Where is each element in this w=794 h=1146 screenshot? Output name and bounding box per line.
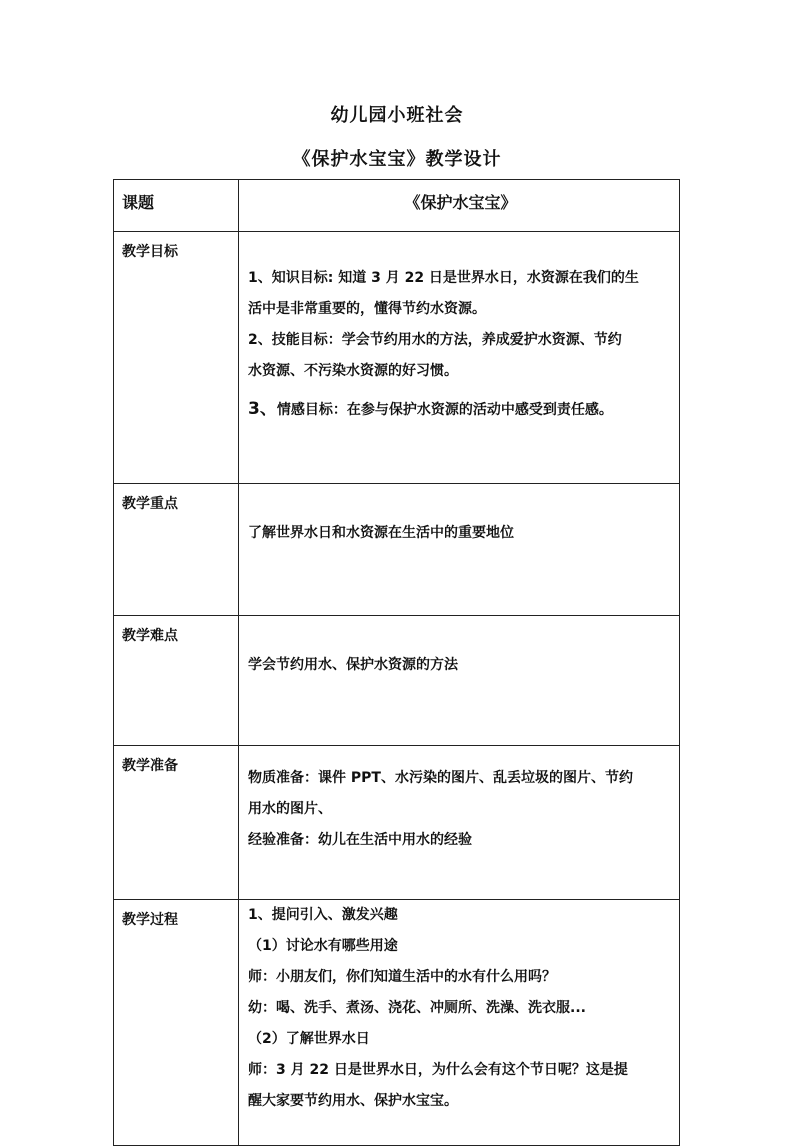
goal-text: 情感目标：在参与保护水资源的活动中感受到责任感。 — [276, 402, 613, 418]
process-line: （1）讨论水有哪些用途 — [248, 938, 398, 954]
difficulties-text: 学会节约用水、保护水资源的方法 — [248, 657, 458, 673]
process-line: 1、提问引入、激发兴趣 — [248, 907, 398, 923]
key-points-label: 教学重点 — [114, 484, 239, 616]
process-label: 教学过程 — [114, 900, 239, 1146]
table-row-process — [114, 900, 680, 1146]
difficulties-label: 教学难点 — [114, 616, 239, 746]
process-line: 醒大家要节约用水、保护水宝宝。 — [248, 1093, 458, 1109]
preparation-label: 教学准备 — [114, 746, 239, 900]
process-line: （2）了解世界水日 — [248, 1031, 370, 1047]
goals-label: 教学目标 — [114, 232, 239, 484]
table-row-difficulties — [114, 616, 680, 746]
table-row-topic — [114, 180, 680, 232]
goal-line: 2、技能目标：学会节约用水的方法，养成爱护水资源、节约 — [248, 332, 622, 348]
process-line: 幼：喝、洗手、煮汤、浇花、冲厕所、洗澡、洗衣服... — [248, 1000, 586, 1016]
goal-line — [248, 394, 673, 426]
process-content — [239, 900, 680, 1146]
document-title: 幼儿园小班社会 — [330, 105, 464, 126]
preparation-line: 经验准备：幼儿在生活中用水的经验 — [248, 832, 472, 848]
goal-number: 3、 — [248, 399, 277, 419]
table-row-key-points — [114, 484, 680, 616]
preparation-line: 物质准备：课件 PPT、水污染的图片、乱丢垃圾的图片、节约 — [248, 770, 633, 786]
goal-line: 1、知识目标: 知道 3 月 22 日是世界水日，水资源在我们的生 — [248, 270, 639, 286]
table-row-goals — [114, 232, 680, 484]
topic-label: 课题 — [114, 180, 239, 232]
goal-line: 水资源、不污染水资源的好习惯。 — [248, 363, 458, 379]
document-subtitle: 《保护水宝宝》教学设计 — [292, 149, 502, 170]
table-row-preparation — [114, 746, 680, 900]
preparation-line: 用水的图片、 — [248, 801, 332, 817]
key-points-text: 了解世界水日和水资源在生活中的重要地位 — [248, 525, 514, 541]
difficulties-content — [239, 616, 680, 746]
key-points-content — [239, 484, 680, 616]
process-line: 师：3 月 22 日是世界水日，为什么会有这个节日呢？这是提 — [248, 1062, 628, 1078]
topic-value: 《保护水宝宝》 — [239, 180, 680, 232]
goal-line: 活中是非常重要的，懂得节约水资源。 — [248, 301, 486, 317]
goals-content — [239, 232, 680, 484]
lesson-plan-table — [113, 179, 680, 1146]
preparation-content — [239, 746, 680, 900]
process-line: 师：小朋友们，你们知道生活中的水有什么用吗？ — [248, 969, 556, 985]
